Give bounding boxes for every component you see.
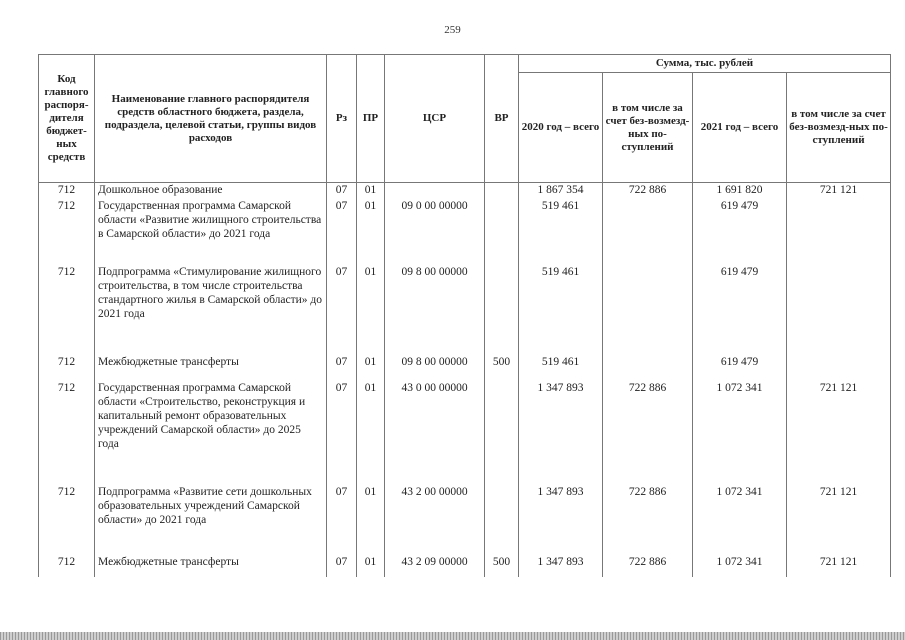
header-pr: ПР — [357, 55, 385, 183]
cell-vr — [485, 265, 519, 355]
table-row — [39, 355, 891, 381]
table-row — [39, 381, 891, 485]
cell-2021-total: 1 072 341 — [693, 381, 787, 485]
header-2020-free: в том числе за счет без-возмезд-ных по-ступлений — [603, 73, 693, 183]
cell-2020-free: 722 886 — [603, 485, 693, 555]
cell-name: Подпрограмма «Развитие сети дошкольных образовательных учреждений Самарской области» до 2021 года — [95, 485, 327, 555]
cell-2021-free — [787, 265, 891, 355]
cell-name: Межбюджетные трансферты — [95, 555, 327, 577]
table-row — [39, 265, 891, 355]
table-row — [39, 183, 891, 199]
cell-csr — [385, 183, 485, 199]
cell-2020-total: 519 461 — [519, 355, 603, 381]
cell-rz: 07 — [327, 199, 357, 265]
cell-2021-free: 721 121 — [787, 555, 891, 577]
cell-pr: 01 — [357, 555, 385, 577]
cell-2021-free: 721 121 — [787, 485, 891, 555]
cell-2020-free: 722 886 — [603, 555, 693, 577]
header-rz: Рз — [327, 55, 357, 183]
cell-name: Подпрограмма «Стимулирование жилищного строительства, в том числе строительства стандартного жилья в Самарской области» до 2021 года — [95, 265, 327, 355]
cell-2021-free — [787, 355, 891, 381]
cell-2020-total: 519 461 — [519, 199, 603, 265]
cell-code: 712 — [39, 265, 95, 355]
cell-pr: 01 — [357, 265, 385, 355]
cell-name: Государственная программа Самарской области «Строительство, реконструкция и капитальный ремонт образовательных учреждений Самарской области» до 2025 года — [95, 381, 327, 485]
cell-name: Межбюджетные трансферты — [95, 355, 327, 381]
cell-code: 712 — [39, 381, 95, 485]
cell-csr: 43 0 00 00000 — [385, 381, 485, 485]
cell-rz: 07 — [327, 265, 357, 355]
cell-code: 712 — [39, 555, 95, 577]
cell-2020-free: 722 886 — [603, 183, 693, 199]
cell-2020-total: 1 347 893 — [519, 381, 603, 485]
cell-rz: 07 — [327, 183, 357, 199]
cell-2021-total: 619 479 — [693, 199, 787, 265]
cell-csr: 09 8 00 00000 — [385, 265, 485, 355]
cell-vr — [485, 381, 519, 485]
cell-2020-total: 519 461 — [519, 265, 603, 355]
page-number: 259 — [444, 24, 461, 36]
cell-2021-total: 1 691 820 — [693, 183, 787, 199]
cell-2021-total: 1 072 341 — [693, 555, 787, 577]
table-row — [39, 199, 891, 265]
cell-rz: 07 — [327, 485, 357, 555]
table-row — [39, 485, 891, 555]
header-name: Наименование главного распорядителя средств областного бюджета, раздела, подраздела, целевой статьи, группы видов расходов — [95, 55, 327, 183]
page-bottom-edge — [0, 632, 905, 640]
cell-name: Государственная программа Самарской области «Развитие жилищного строительства в Самарской области» до 2021 года — [95, 199, 327, 265]
budget-table — [38, 54, 891, 577]
cell-2020-total: 1 867 354 — [519, 183, 603, 199]
cell-2020-free: 722 886 — [603, 381, 693, 485]
cell-2021-total: 619 479 — [693, 265, 787, 355]
cell-pr: 01 — [357, 355, 385, 381]
cell-code: 712 — [39, 355, 95, 381]
cell-csr: 43 2 00 00000 — [385, 485, 485, 555]
header-2021-free: в том числе за счет без-возмезд-ных по-ступлений — [787, 73, 891, 183]
cell-2020-free — [603, 199, 693, 265]
cell-vr — [485, 485, 519, 555]
cell-code: 712 — [39, 199, 95, 265]
cell-rz: 07 — [327, 381, 357, 485]
cell-2021-free — [787, 199, 891, 265]
cell-2020-total: 1 347 893 — [519, 485, 603, 555]
cell-code: 712 — [39, 485, 95, 555]
header-sum-group: Сумма, тыс. рублей — [519, 55, 891, 73]
cell-vr — [485, 183, 519, 199]
table-row — [39, 555, 891, 577]
header-2021-total: 2021 год – всего — [693, 73, 787, 183]
header-csr: ЦСР — [385, 55, 485, 183]
cell-2021-total: 1 072 341 — [693, 485, 787, 555]
cell-pr: 01 — [357, 199, 385, 265]
cell-2020-total: 1 347 893 — [519, 555, 603, 577]
cell-csr: 43 2 09 00000 — [385, 555, 485, 577]
cell-rz: 07 — [327, 555, 357, 577]
cell-pr: 01 — [357, 485, 385, 555]
cell-vr — [485, 199, 519, 265]
cell-2020-free — [603, 265, 693, 355]
cell-2021-free: 721 121 — [787, 183, 891, 199]
cell-rz: 07 — [327, 355, 357, 381]
cell-name: Дошкольное образование — [95, 183, 327, 199]
header-code: Код главного распоря-дителя бюджет-ных средств — [39, 55, 95, 183]
table-header — [39, 55, 891, 183]
cell-code: 712 — [39, 183, 95, 199]
cell-2021-free: 721 121 — [787, 381, 891, 485]
cell-vr: 500 — [485, 555, 519, 577]
header-2020-total: 2020 год – всего — [519, 73, 603, 183]
cell-2021-total: 619 479 — [693, 355, 787, 381]
cell-pr: 01 — [357, 381, 385, 485]
cell-csr: 09 0 00 00000 — [385, 199, 485, 265]
cell-vr: 500 — [485, 355, 519, 381]
cell-csr: 09 8 00 00000 — [385, 355, 485, 381]
cell-pr: 01 — [357, 183, 385, 199]
header-vr: ВР — [485, 55, 519, 183]
cell-2020-free — [603, 355, 693, 381]
